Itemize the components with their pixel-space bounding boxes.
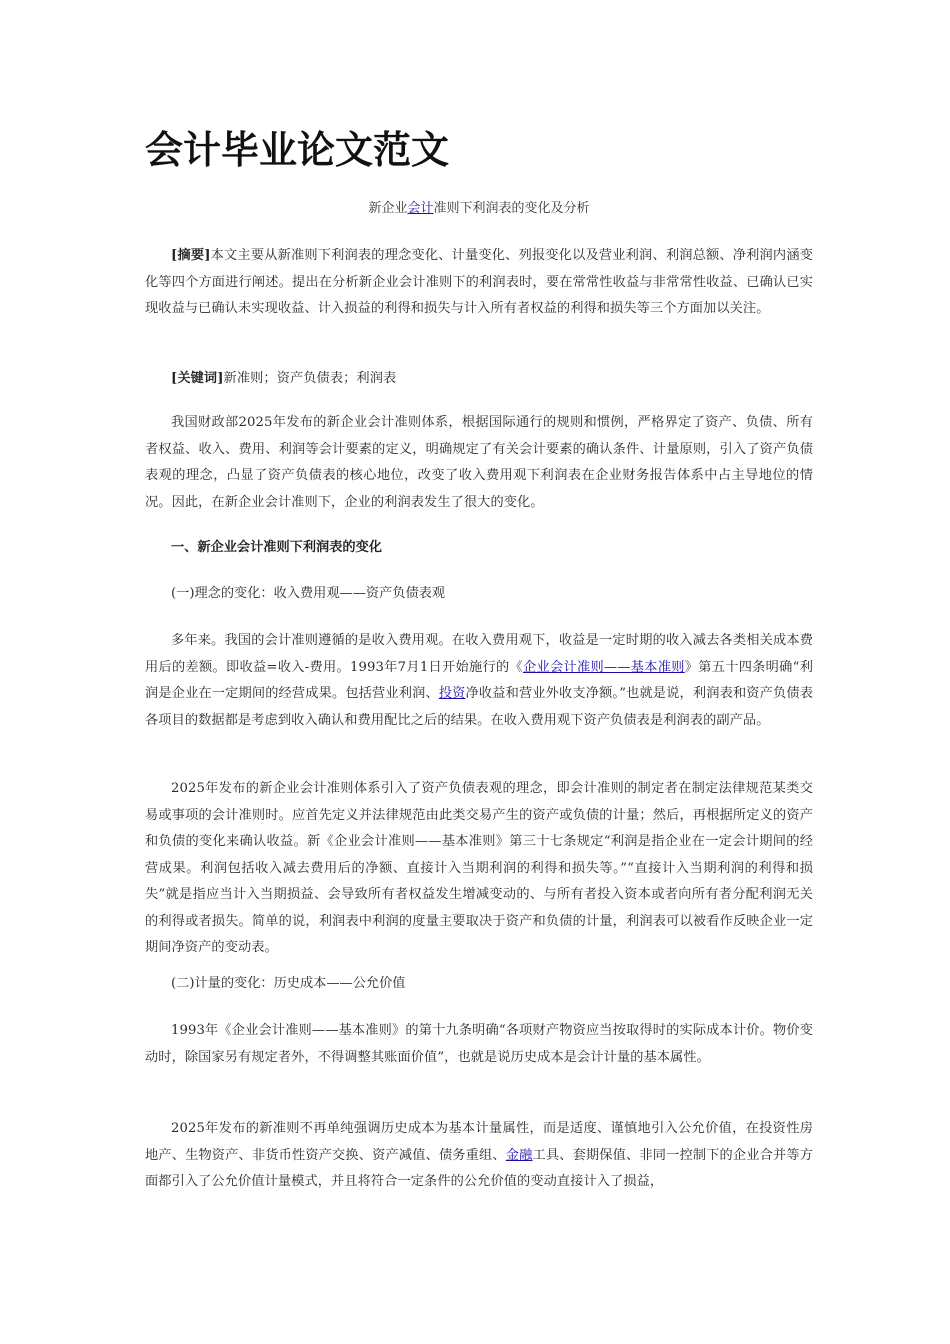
subheading-2: (二)计量的变化：历史成本——公允价值	[171, 976, 406, 991]
subtitle-link-accounting[interactable]: 会计	[407, 201, 434, 216]
abstract-label: [摘要]	[171, 248, 211, 263]
keywords-label: [关键词]	[171, 371, 224, 386]
body-paragraph-3: 1993年《企业会计准则——基本准则》的第十九条明确“各项财产物资应当按取得时的实际成本计价。物价变动时，除国家另有规定者外，不得调整其账面价值”，也就是说历史成本是会计计量的基本属性。	[145, 1023, 813, 1065]
keywords-paragraph	[145, 366, 813, 393]
p4-text-a: 2025年发布的新准则不再单纯强调历史成本为基本计量属性，而是适度、谨慎地引入公允价值，在投资性房地产、生物资产、非货币性资产交换、资产减值、债务重组、	[145, 1121, 813, 1163]
body-paragraph-1	[145, 628, 813, 734]
p1-text-c: 净收益和营业外收支净额。”也就是说，利润表和资产负债表各项目的数据都是考虑到收入确认和费用配比之后的结果。在收入费用观下资产负债表是利润表的副产品。	[145, 686, 814, 728]
link-finance[interactable]: 金融	[505, 1147, 533, 1163]
subheading-1: (一)理念的变化：收入费用观——资产负债表观	[171, 586, 446, 601]
document-title: 会计毕业论文范文	[145, 128, 450, 172]
subtitle-after: 准则下利润表的变化及分析	[433, 201, 590, 216]
abstract-paragraph	[145, 243, 813, 323]
link-investment[interactable]: 投资	[438, 686, 466, 701]
keywords-text: 新准则；资产负债表；利润表	[223, 371, 397, 386]
link-basic-standard[interactable]: 企业会计准则——基本准则	[523, 659, 685, 675]
body-paragraph-2: 2025年发布的新企业会计准则体系引入了资产负债表观的理念，即会计准则的制定者在制定法律规范某类交易或事项的会计准则时。应首先定义并法律规范由此类交易产生的资产或负债的计量；然后，再根据所定义的资产和负债的变化来确认收益。新《企业会计准则——基本准则》第三十七条规定“利润是指企业在一定会计期间的经营成果。利润包括收入减去费用后的净额、直接计入当期利润的利得和损失等。”“直接计入当期利润的利得和损失”就是指应当计入当期损益、会导致所有者权益发生增减变动的、与所有者投入资本或者向所有者分配利润无关的利得或者损失。简单的说，利润表中利润的度量主要取决于资产和负债的计量，利润表可以被看作反映企业一定期间净资产的变动表。	[145, 781, 813, 955]
p4-text-b: 工具、套期保值、非同一控制下的企业合并等方面都引入了公允价值计量模式，并且将符合一定条件的公允价值的变动直接计入了损益，	[145, 1147, 813, 1189]
abstract-text: 本文主要从新准则下利润表的理念变化、计量变化、列报变化以及营业利润、利润总额、净利润内涵变化等四个方面进行阐述。提出在分析新企业会计准则下的利润表时，要在常常性收益与非常常性收益、已确认已实现收益与已确认未实现收益、计入损益的利得和损失与计入所有者权益的利得和损失等三个方面加以关注。	[145, 248, 813, 316]
subtitle-before: 新企业	[368, 201, 408, 216]
p1-text-a: 多年来。我国的会计准则遵循的是收入费用观。在收入费用观下，收益是一定时期的收入减去各类相关成本费用后的差额。即收益=收入-费用。1993年7月1日开始施行的《	[145, 633, 813, 675]
section-heading-1: 一、新企业会计准则下利润表的变化	[171, 540, 382, 555]
article-subtitle	[145, 198, 813, 220]
intro-paragraph: 我国财政部2025年发布的新企业会计准则体系，根据国际通行的规则和惯例，严格界定了资产、负债、所有者权益、收入、费用、利润等会计要素的定义，明确规定了有关会计要素的确认条件、计量原则，引入了资产负债表观的理念，凸显了资产负债表的核心地位，改变了收入费用观下利润表在企业财务报告体系中占主导地位的情况。因此，在新企业会计准则下，企业的利润表发生了很大的变化。	[145, 415, 813, 510]
p1-text-b: 》第五十四条明确“利润是企业在一定期间的经营成果。包括营业利润、	[145, 659, 813, 701]
body-paragraph-4	[145, 1116, 813, 1196]
